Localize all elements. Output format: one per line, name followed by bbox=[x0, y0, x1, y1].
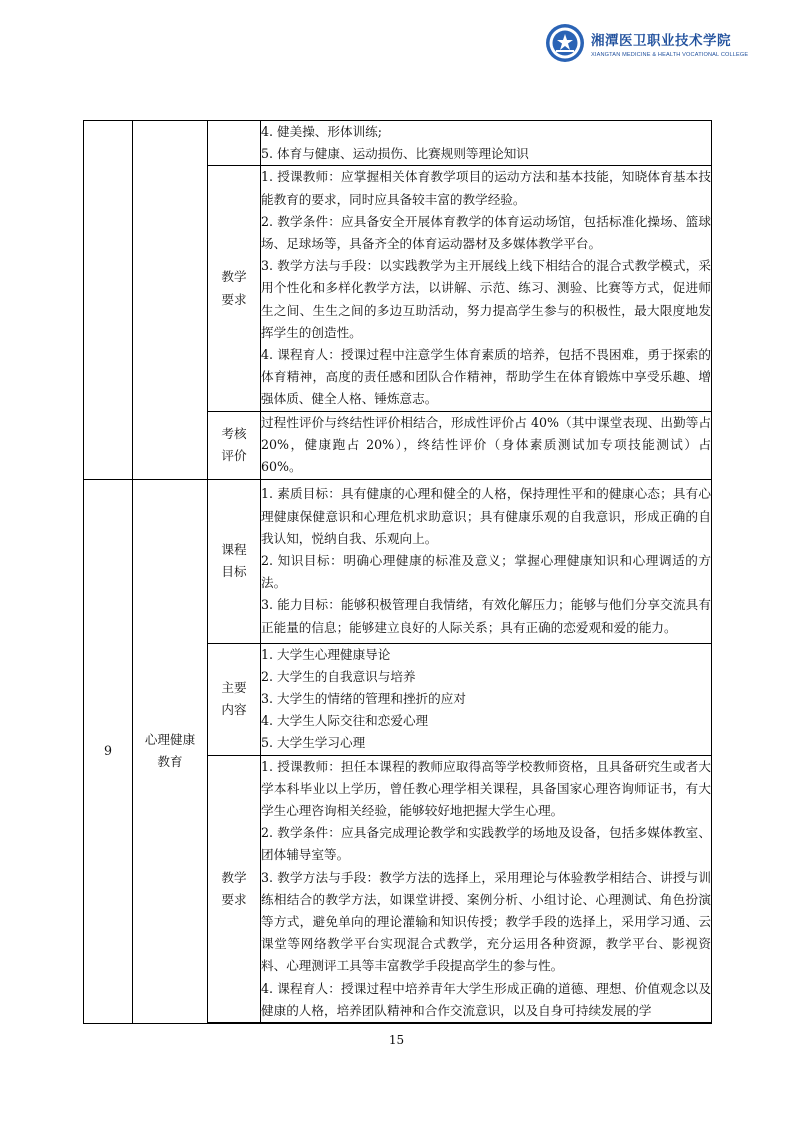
teaching-requirements-cell bbox=[261, 166, 712, 411]
assessment-cell bbox=[261, 411, 712, 479]
section-label: 课程 bbox=[221, 541, 247, 557]
college-name-cn: 湘潭医卫职业技术学院 bbox=[591, 32, 731, 49]
section-label-cell bbox=[208, 121, 261, 166]
course-number: 9 bbox=[103, 743, 112, 759]
assessment-text: 过程性评价与终结性评价相结合，形成性评价占 40%（其中课堂表现、出勤等占 20%，健康跑占 20%），终结性评价（身体素质测试加专项技能测试）占 60%。 bbox=[261, 414, 711, 475]
teaching-requirements-cell bbox=[261, 755, 712, 1023]
list-item: 3. 大学生的情绪的管理和挫折的应对 bbox=[261, 691, 466, 707]
course-objectives-cell bbox=[261, 479, 712, 643]
list-item: 2. 教学条件：应具备安全开展体育教学的体育运动场馆，包括标准化操场、篮球场、足球场等，具备齐全的体育运动器材及多媒体教学平台。 bbox=[261, 213, 711, 252]
course-table bbox=[83, 120, 712, 1024]
section-label-cell bbox=[208, 411, 261, 479]
course-name: 教育 bbox=[157, 754, 183, 770]
course-name: 心理健康 bbox=[144, 731, 196, 747]
course-name-cell bbox=[133, 479, 208, 1023]
section-label: 内容 bbox=[221, 702, 247, 718]
page-number: 15 bbox=[388, 1033, 405, 1047]
course-number-cell bbox=[84, 479, 133, 1023]
list-item: 4. 健美操、形体训练; bbox=[261, 124, 383, 139]
list-item: 3. 教学方法与手段：教学方法的选择上，采用理论与体验教学相结合、讲授与训练相结合的教学方法，如课堂讲授、案例分析、小组讨论、心理测试、角色扮演等方式，避免单向的理论灌输和知识传授；教学手段的选择上，采用学习通、云课堂等网络教学平台实现混合式教学，充分运用各种资源，教学平台、影视资料、心理测评工具等丰富教学手段提高学生的参与性。 bbox=[261, 869, 711, 974]
table-row bbox=[84, 479, 712, 643]
main-content-cell bbox=[261, 121, 712, 166]
list-item: 1. 素质目标：具有健康的心理和健全的人格，保持理性平和的健康心态；具有心理健康保健意识和心理危机求助意识；具有健康乐观的自我意识，形成正确的自我认知，悦纳自我、乐观向上。 bbox=[261, 486, 711, 546]
list-item: 4. 课程育人：授课过程中注意学生体育素质的培养，包括不畏困难，勇于探索的体育精神，高度的责任感和团队合作精神，帮助学生在体育锻炼中享受乐趣、增强体质、健全人格、锤炼意志。 bbox=[261, 347, 711, 407]
college-name-en: XIANGTAN MEDICINE & HEALTH VOCATIONAL COLLEGE bbox=[591, 51, 749, 58]
section-label: 教学 bbox=[221, 269, 247, 285]
section-label-cell bbox=[208, 479, 261, 643]
section-label: 目标 bbox=[221, 564, 247, 580]
list-item: 4. 课程育人：授课过程中培养青年大学生形成正确的道德、理想、价值观念以及健康的人格，培养团队精神和合作交流意识，以及自身可持续发展的学 bbox=[261, 980, 711, 1018]
course-number-cell bbox=[84, 121, 133, 480]
list-item: 2. 知识目标：明确心理健康的标准及意义；掌握心理健康知识和心理调适的方法。 bbox=[261, 553, 711, 591]
college-emblem-icon bbox=[545, 23, 585, 63]
list-item: 4. 大学生人际交往和恋爱心理 bbox=[261, 713, 429, 729]
list-item: 3. 能力目标：能够积极管理自我情绪，有效化解压力；能够与他们分享交流具有正能量的信息；能够建立良好的人际关系；具有正确的恋爱观和爱的能力。 bbox=[261, 597, 711, 635]
list-item: 2. 大学生的自我意识与培养 bbox=[261, 668, 416, 684]
section-label: 要求 bbox=[221, 891, 247, 907]
college-logo bbox=[545, 20, 765, 66]
section-label-cell bbox=[208, 166, 261, 411]
list-item: 3. 教学方法与手段：以实践教学为主开展线上线下相结合的混合式教学模式，采用个性化和多样化教学方法，以讲解、示范、练习、测验、比赛等方式，促进师生之间、生生之间的多边互助活动，努力提高学生参与的积极性，最大限度地发挥学生的创造性。 bbox=[261, 258, 711, 340]
section-label: 要求 bbox=[221, 291, 247, 307]
list-item: 1. 大学生心理健康导论 bbox=[261, 646, 391, 662]
section-label-cell bbox=[208, 755, 261, 1023]
section-label: 考核 bbox=[221, 425, 247, 441]
main-content-cell bbox=[261, 643, 712, 755]
section-label-cell bbox=[208, 643, 261, 755]
list-item: 1. 授课教师：应掌握相关体育教学项目的运动方法和基本技能，知晓体育基本技能教育的要求，同时应具备较丰富的教学经验。 bbox=[261, 169, 711, 207]
course-name-cell bbox=[133, 121, 208, 480]
list-item: 5. 大学生学习心理 bbox=[261, 735, 366, 751]
list-item: 1. 授课教师：担任本课程的教师应取得高等学校教师资格，且具备研究生或者大学本科毕业以上学历，曾任教心理学相关课程，具备国家心理咨询师证书，有大学生心理咨询相关经验，能够较好地把握大学生心理。 bbox=[261, 758, 711, 819]
section-label: 评价 bbox=[221, 448, 247, 464]
section-label: 主要 bbox=[221, 679, 247, 695]
list-item: 5. 体育与健康、运动损伤、比赛规则等理论知识 bbox=[261, 146, 529, 162]
table-row bbox=[84, 121, 712, 166]
section-label: 教学 bbox=[221, 869, 247, 885]
list-item: 2. 教学条件：应具备完成理论教学和实践教学的场地及设备，包括多媒体教室、团体辅导室等。 bbox=[261, 825, 711, 863]
